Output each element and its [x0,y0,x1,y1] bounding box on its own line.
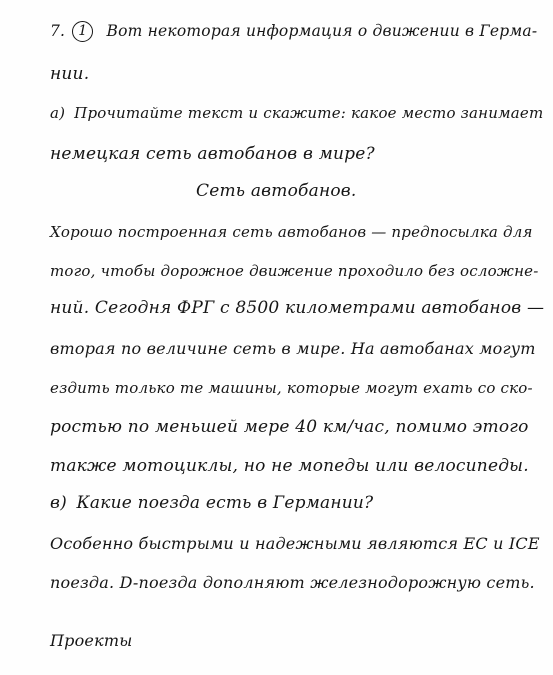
footer-label: Проекты [50,631,133,650]
text-line-3: ний. Сегодня ФРГ с 8500 километрами автобанов — [50,298,545,318]
text-line-6: ростью по меньшей мере 40 км/час, помимо этого [50,417,529,437]
part-a-question-row-1 [50,102,543,124]
task-heading [50,20,537,42]
part-a-letter: а) [50,104,66,122]
text-line-4: вторая по величине сеть в мире. На автобанах могут [50,339,536,358]
part-b-question: Какие поезда есть в Германии? [76,493,374,513]
part-b-answer-line-1: Особенно быстрыми и надежными являются EC и ICE [50,534,540,553]
task-text-line-2: нии. [50,64,90,84]
task-text-line-1: Вот некоторая информация о движении в Герма- [106,22,538,40]
text-line-7: также мотоциклы, но не мопеды или велосипеды. [50,456,529,476]
part-a-question-line-2: немецкая сеть автобанов в мире? [50,144,375,164]
part-b-answer-line-2: поезда. D-поезда дополняют железнодорожную сеть. [50,573,535,592]
text-line-2: того, чтобы дорожное движение проходило без осложне- [50,262,539,280]
text-line-1: Хорошо построенная сеть автобанов — предпосылка для [50,223,533,241]
part-a-question-line-1: Прочитайте текст и скажите: какое место занимает [74,104,544,122]
text-line-5: ездить только те машины, которые могут ехать со ско- [50,379,533,397]
task-number: 7. [50,22,66,40]
part-b-question-row [50,492,373,514]
text-title: Сеть автобанов. [196,181,357,201]
task-text-line-2-row [50,63,89,85]
task-circled-number: 1 [72,21,93,42]
part-a-question-row-2 [50,143,375,165]
part-b-letter: в) [50,493,67,513]
